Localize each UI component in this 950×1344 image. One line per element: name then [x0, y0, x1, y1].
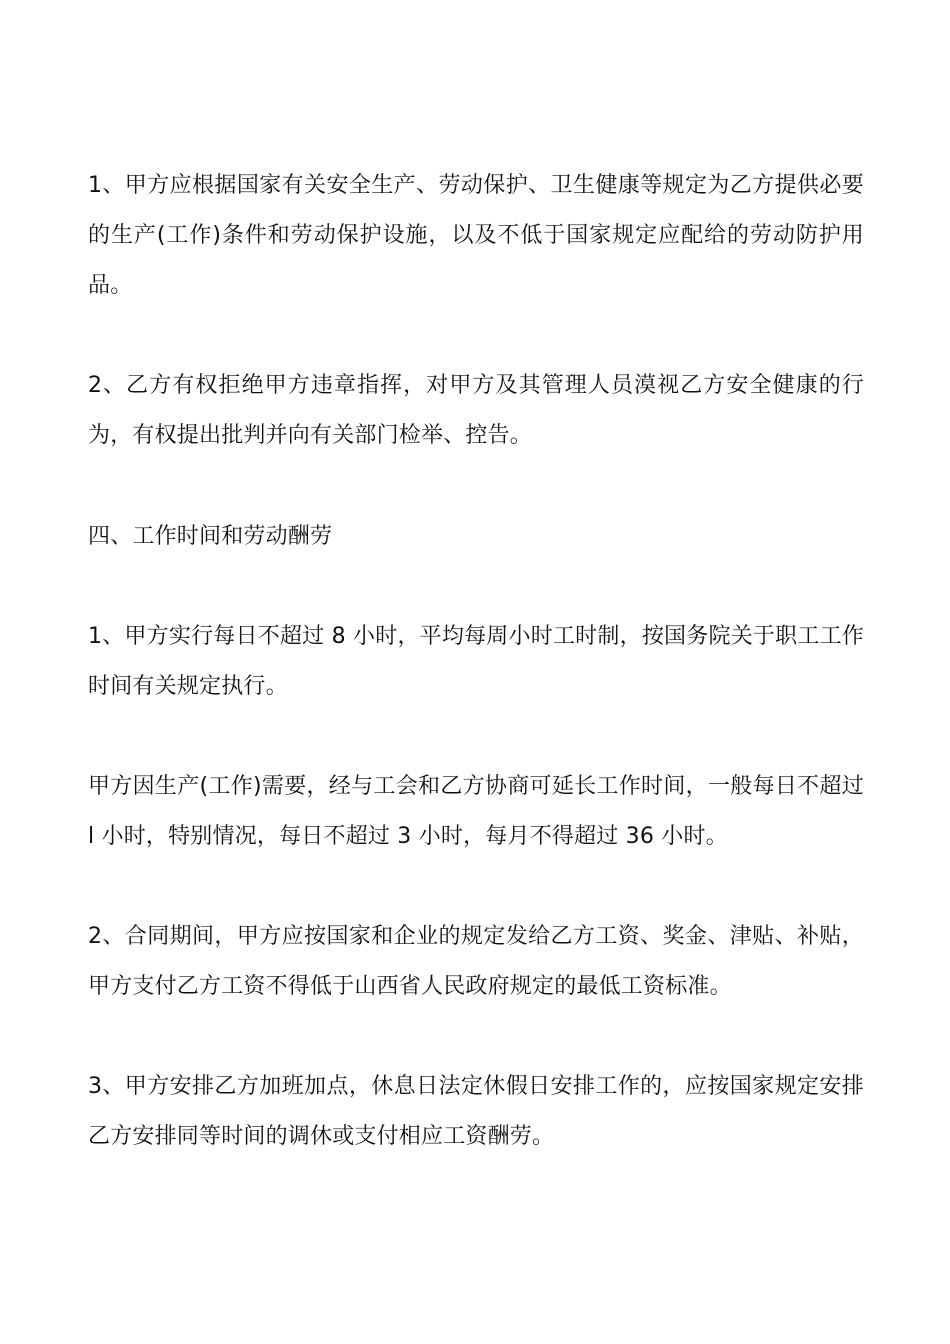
paragraph-overtime-compensation: 3、甲方安排乙方加班加点，休息日法定休假日安排工作的，应按国家规定安排乙方安排同等时间的调休或支付相应工资酬劳。	[88, 1074, 864, 1149]
section-heading-working-hours: 四、工作时间和劳动酬劳	[88, 524, 333, 549]
paragraph-daily-hours: 1、甲方实行每日不超过 8 小时，平均每周小时工时制，按国务院关于职工工作时间有关规定执行。	[88, 624, 864, 699]
document-page	[88, 0, 864, 1344]
paragraph-right-to-refuse: 2、乙方有权拒绝甲方违章指挥，对甲方及其管理人员漠视乙方安全健康的行为，有权提出批判并向有关部门检举、控告。	[88, 373, 864, 448]
paragraph-overtime-limits: 甲方因生产(工作)需要，经与工会和乙方协商可延长工作时间，一般每日不超过 l 小时，特别情况，每日不超过 3 小时，每月不得超过 36 小时。	[88, 774, 864, 849]
paragraph-safety-conditions: 1、甲方应根据国家有关安全生产、劳动保护、卫生健康等规定为乙方提供必要的生产(工作)条件和劳动保护设施，以及不低于国家规定应配给的劳动防护用品。	[88, 173, 864, 298]
paragraph-wages: 2、合同期间，甲方应按国家和企业的规定发给乙方工资、奖金、津贴、补贴，甲方支付乙方工资不得低于山西省人民政府规定的最低工资标准。	[88, 924, 864, 999]
